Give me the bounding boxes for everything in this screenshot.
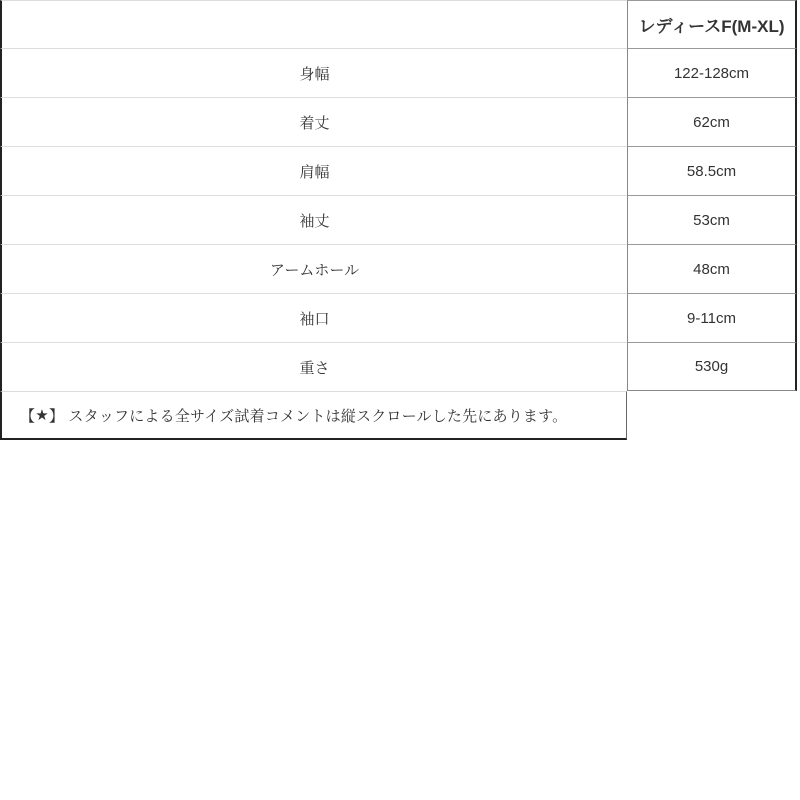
measurement-label: 肩幅 xyxy=(0,146,627,195)
measurement-row-cuff xyxy=(0,293,797,342)
measurement-row-shoulder-width xyxy=(0,146,797,195)
star-icon: ★ xyxy=(35,407,49,424)
footnote-text: スタッフによる全サイズ試着コメントは縦スクロールした先にあります。 xyxy=(64,407,568,425)
measurement-row-length xyxy=(0,97,797,146)
measurement-row-armhole xyxy=(0,244,797,293)
measurement-row-body-width xyxy=(0,48,797,97)
measurement-row-weight xyxy=(0,342,797,391)
measurement-label: 袖口 xyxy=(0,293,627,342)
measurement-label: 身幅 xyxy=(0,48,627,97)
measurement-value: 122-128cm xyxy=(627,48,797,97)
table-header-row xyxy=(0,0,797,48)
measurement-value: 62cm xyxy=(627,97,797,146)
measurement-label: 重さ xyxy=(0,342,627,391)
measurement-value: 58.5cm xyxy=(627,146,797,195)
measurement-row-sleeve-length xyxy=(0,195,797,244)
measurement-label: アームホール xyxy=(0,244,627,293)
footnote xyxy=(0,391,627,440)
measurement-value: 530g xyxy=(627,342,797,391)
measurement-label: 着丈 xyxy=(0,97,627,146)
bracket-open: 【 xyxy=(20,407,36,425)
footnote-row xyxy=(0,391,797,440)
measurement-label: 袖丈 xyxy=(0,195,627,244)
bracket-close: 】 xyxy=(48,407,65,425)
measurement-value: 53cm xyxy=(627,195,797,244)
size-column-header: レディースF(M-XL) xyxy=(627,0,797,48)
measurement-value: 9-11cm xyxy=(627,293,797,342)
header-empty-cell xyxy=(0,0,627,48)
measurement-value: 48cm xyxy=(627,244,797,293)
